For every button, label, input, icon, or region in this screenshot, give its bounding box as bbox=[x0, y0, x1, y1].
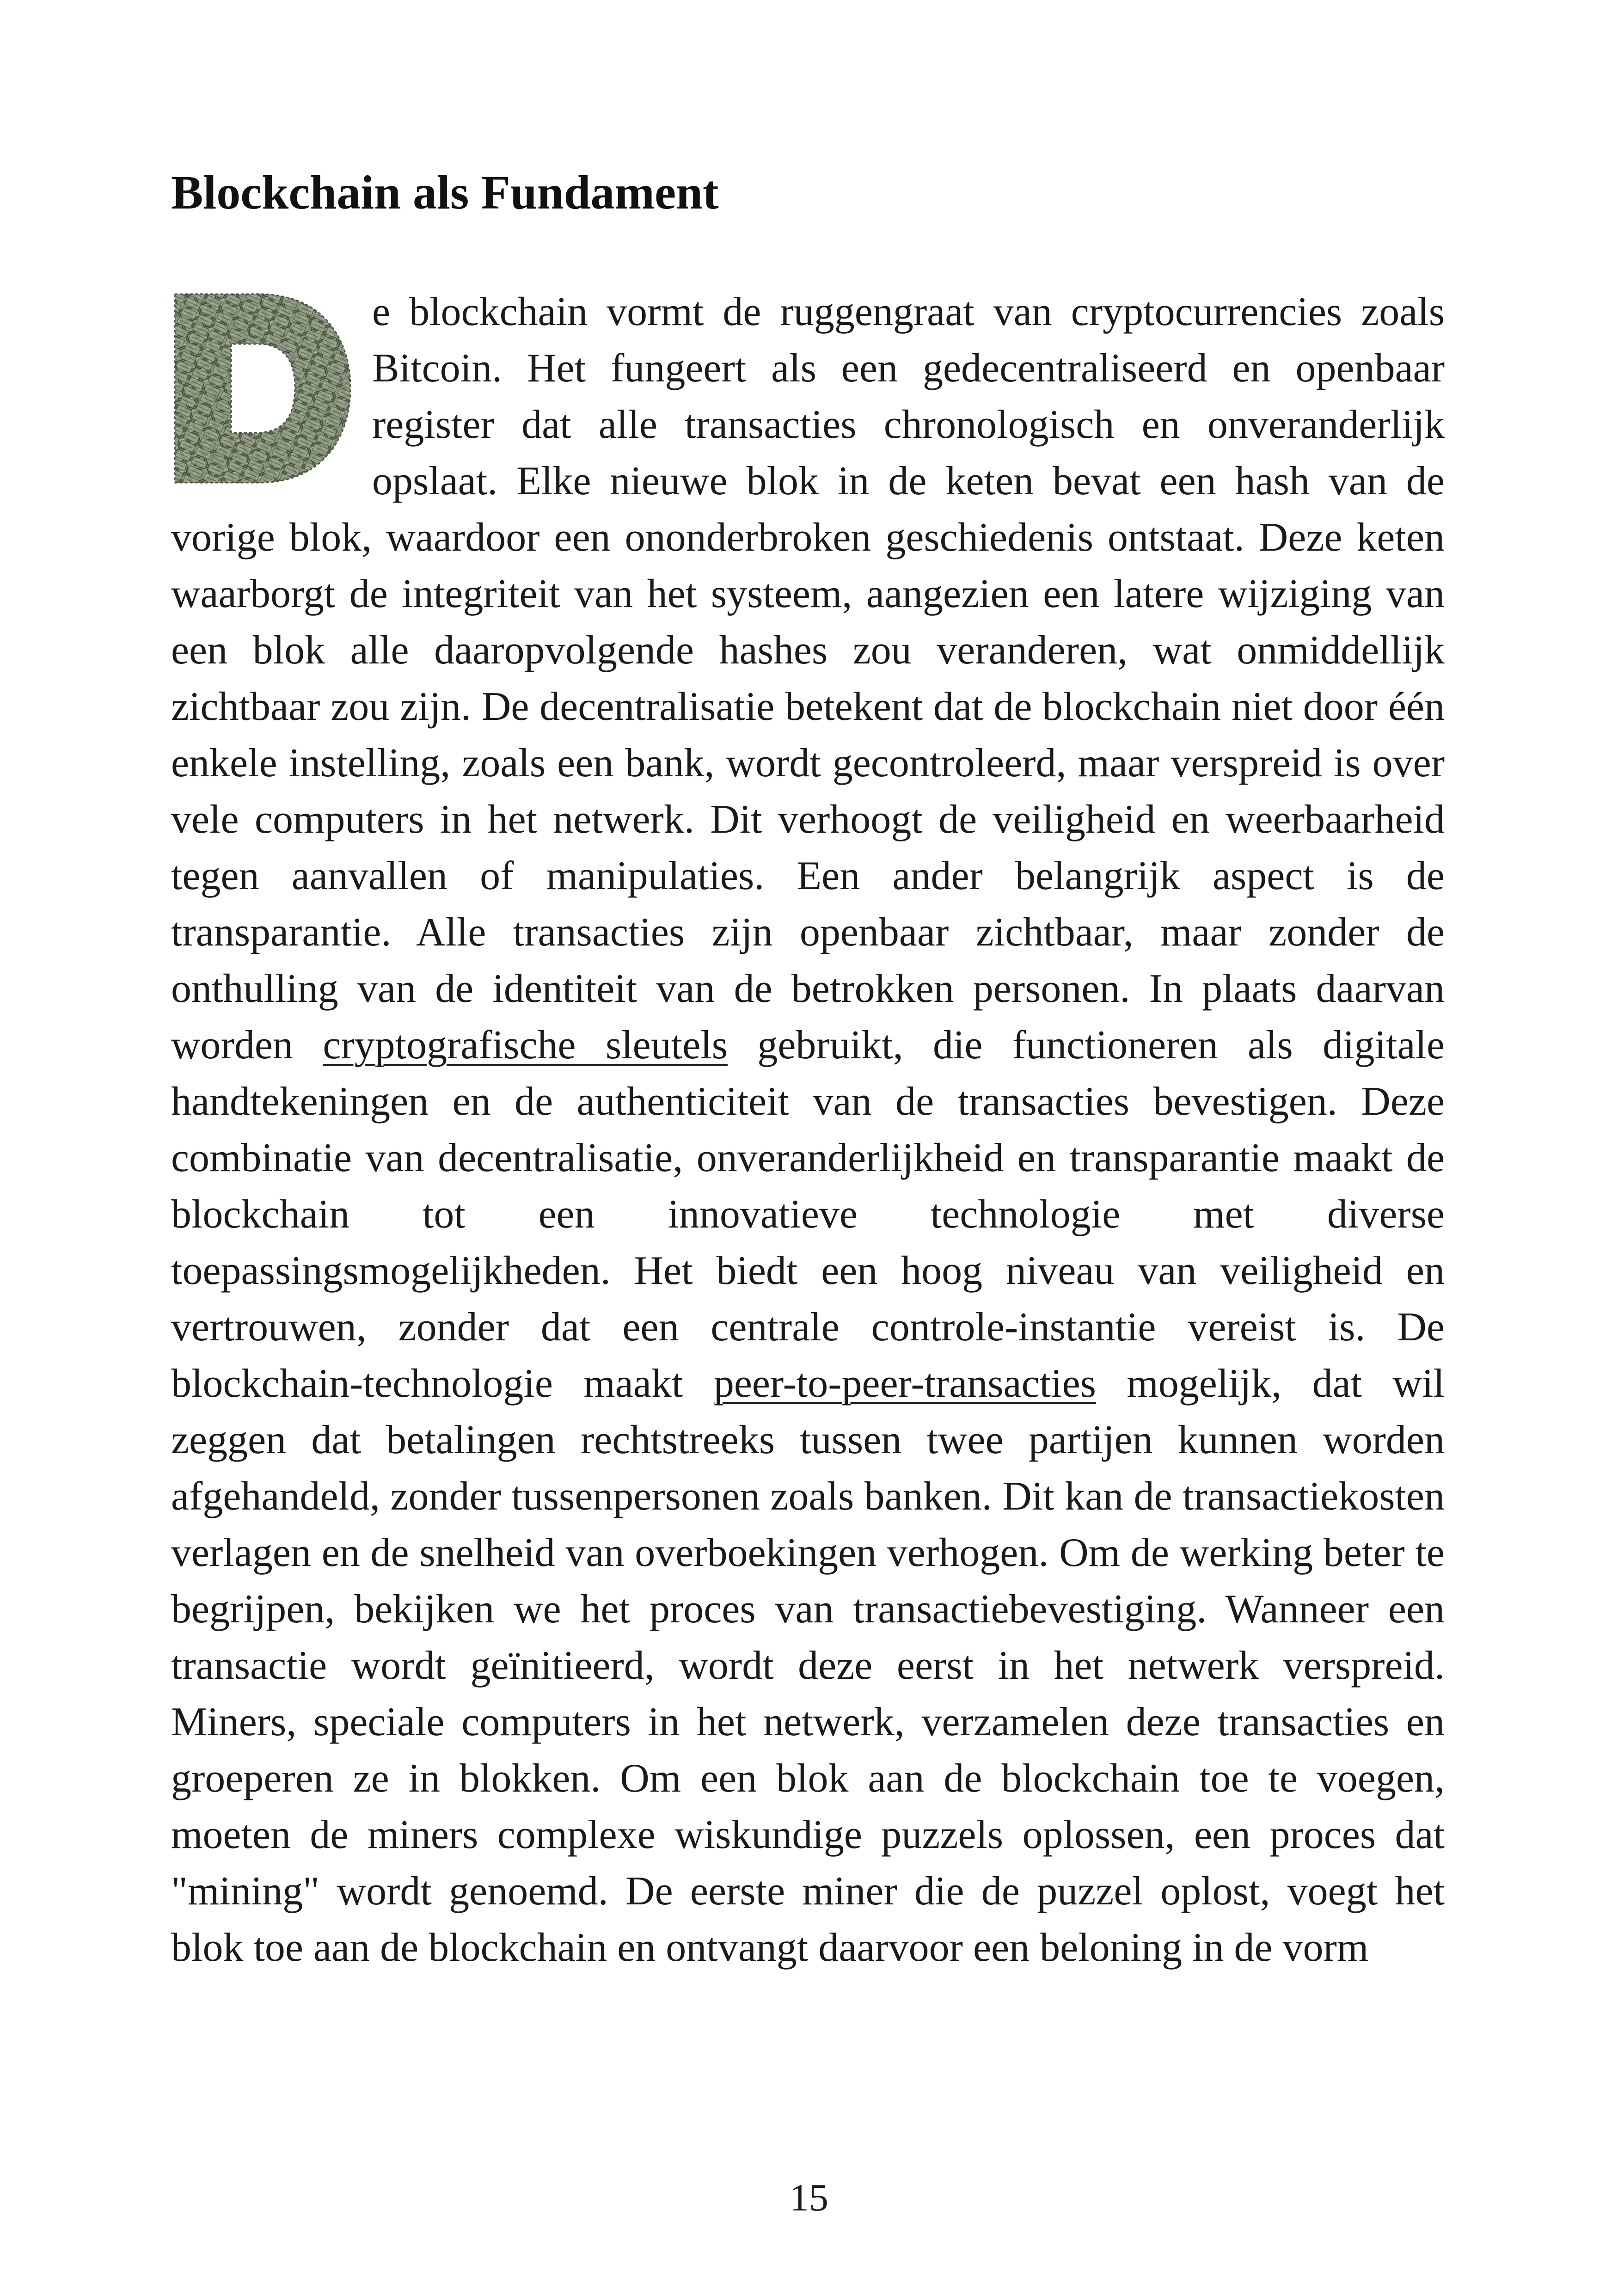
page-content bbox=[171, 166, 1445, 1976]
chapter-heading: Blockchain als Fundament bbox=[171, 166, 719, 219]
link-cryptografische-sleutels[interactable]: cryptografische sleutels bbox=[323, 1023, 728, 1068]
drop-cap-image bbox=[171, 289, 354, 487]
link-peer-to-peer-transacties[interactable]: peer-to-peer-transacties bbox=[713, 1361, 1096, 1406]
body-text-part-2: gebruikt, die functioneren als digitale handtekeningen en de authenticiteit van de transacties bevestigen. Deze combinatie van decentralisatie, onveranderlijkheid en transparantie maakt de blockchain tot een innovatieve technologie met diverse toepassingsmogelijkheden. Het biedt een hoog niveau van veiligheid en vertrouwen, zonder dat een centrale controle-instantie vereist is. De blockchain-technologie maakt bbox=[171, 1023, 1445, 1406]
page-number: 15 bbox=[790, 2176, 828, 2219]
money-letter-d-icon bbox=[171, 289, 354, 487]
body-paragraph bbox=[171, 284, 1445, 1976]
body-text-part-1: e blockchain vormt de ruggengraat van cryptocurrencies zoals Bitcoin. Het fungeert als een gedecentraliseerd en openbaar register dat alle transacties chronologisch en onveranderlijk opslaat. Elke nieuwe blok in de keten bevat een hash van de vorige blok, waardoor een ononderbroken geschiedenis ontstaat. Deze keten waarborgt de integriteit van het systeem, aangezien een latere wijziging van een blok alle daaropvolgende hashes zou veranderen, wat onmiddellijk zichtbaar zou zijn. De decentralisatie betekent dat de blockchain niet door één enkele instelling, zoals een bank, wordt gecontroleerd, maar verspreid is over vele computers in het netwerk. Dit verhoogt de veiligheid en weerbaarheid tegen aanvallen of manipulaties. Een ander belangrijk aspect is de transparantie. Alle transacties zijn openbaar zichtbaar, maar zonder de onthulling van de identiteit van de betrokken personen. In plaats daarvan worden bbox=[171, 289, 1445, 1068]
body-text-part-3: mogelijk, dat wil zeggen dat betalingen rechtstreeks tussen twee partijen kunnen worden afgehandeld, zonder tussenpersonen zoals banken. Dit kan de transactiekosten verlagen en de snelheid van overboekingen verhogen. Om de werking beter te begrijpen, bekijken we het proces van transactiebevestiging. Wanneer een transactie wordt geïnitieerd, wordt deze eerst in het netwerk verspreid. Miners, speciale computers in het netwerk, verzamelen deze transacties en groeperen ze in blokken. Om een blok aan de blockchain toe te voegen, moeten de miners complexe wiskundige puzzels oplossen, een proces dat "mining" wordt genoemd. De eerste miner die de puzzel oplost, voegt het blok toe aan de blockchain en ontvangt daarvoor een beloning in de vorm bbox=[171, 1361, 1445, 1971]
